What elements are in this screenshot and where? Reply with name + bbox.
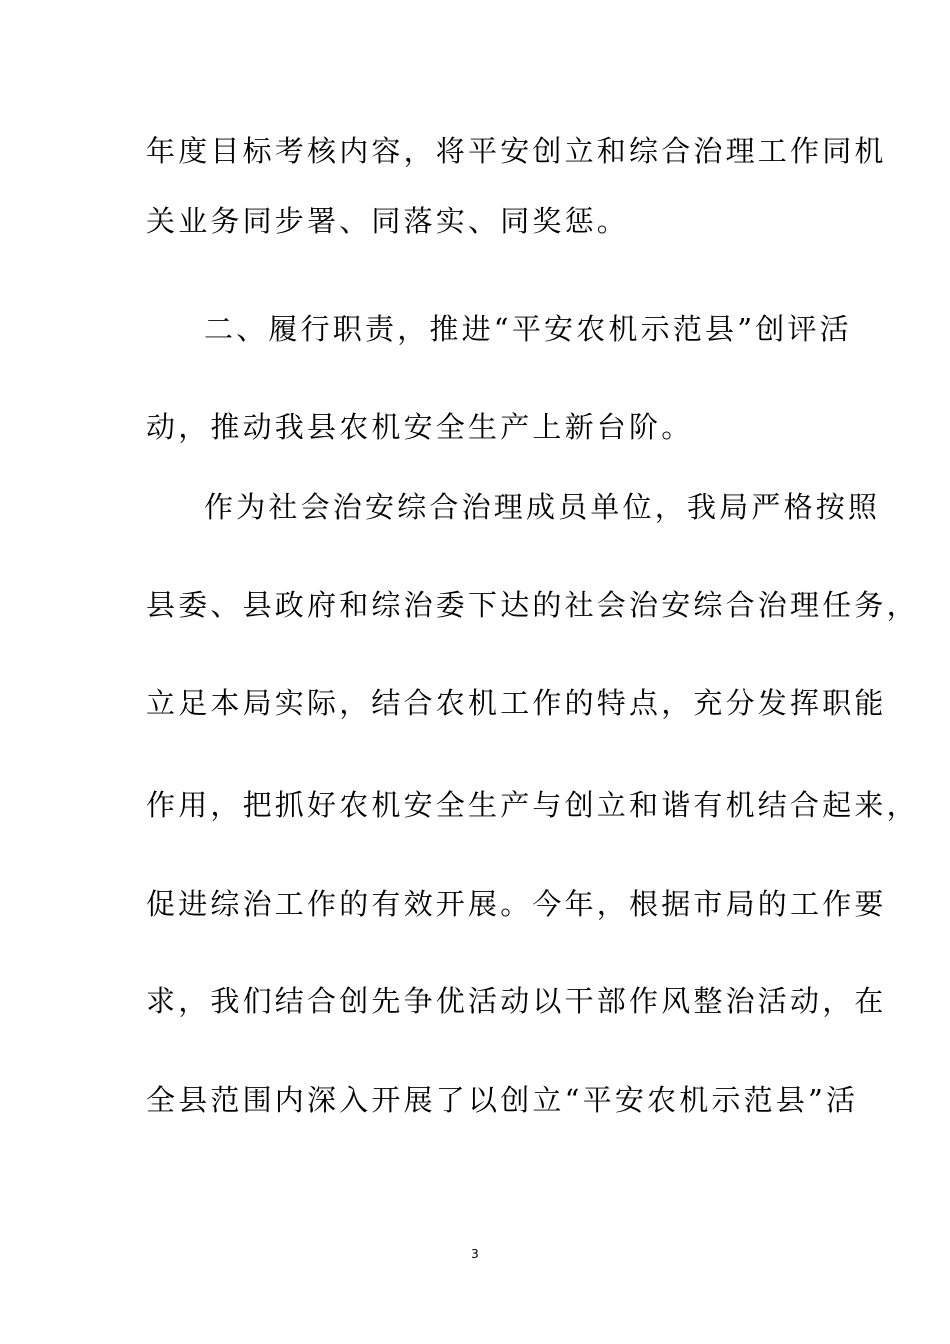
paragraph-line: 作用，把抓好农机安全生产与创立和谐有机结合起来， <box>146 788 919 822</box>
paragraph-line: 县委、县政府和综治委下达的社会治安综合治理任务， <box>146 588 919 622</box>
section-heading-line: 二、履行职责，推进“平安农机示范县”创评活 <box>204 312 852 346</box>
paragraph-line: 全县范围内深入开展了以创立“平安农机示范县”活 <box>146 1083 859 1117</box>
page-number: 3 <box>471 1247 479 1261</box>
paragraph-line: 关业务同步署、同落实、同奖惩。 <box>146 204 630 238</box>
paragraph-line: 作为社会治安综合治理成员单位，我局严格按照 <box>204 490 881 524</box>
paragraph-line: 立足本局实际，结合农机工作的特点，充分发挥职能 <box>146 686 887 720</box>
paragraph-line: 年度目标考核内容，将平安创立和综合治理工作同机 <box>146 134 887 168</box>
paragraph-line: 促进综治工作的有效开展。今年，根据市局的工作要 <box>146 887 887 921</box>
paragraph-line: 求，我们结合创先争优活动以干部作风整治活动，在 <box>146 984 887 1018</box>
section-heading-line: 动，推动我县农机安全生产上新台阶。 <box>146 410 694 444</box>
